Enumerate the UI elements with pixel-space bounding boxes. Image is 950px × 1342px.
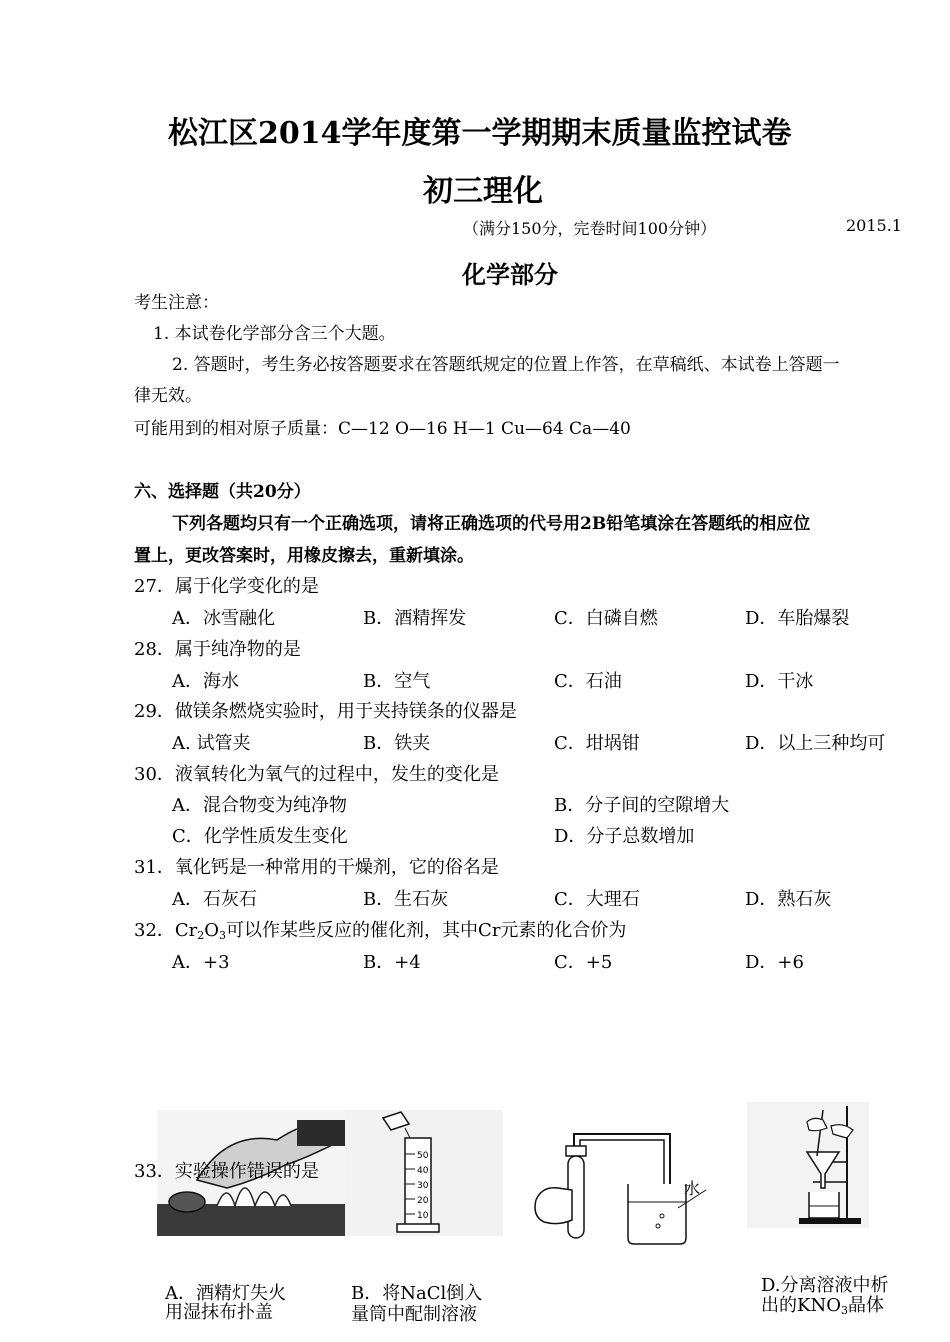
option-b: B．+4 bbox=[363, 952, 421, 973]
section-title: 化学部分 bbox=[462, 260, 558, 289]
option-d: D．+6 bbox=[745, 952, 804, 973]
caption-b-line2: 量筒中配制溶液 bbox=[351, 1304, 477, 1325]
question-stem: 30．液氧转化为氧气的过程中，发生的变化是 bbox=[134, 764, 499, 785]
cylinder-tick-label: 40 bbox=[417, 1166, 429, 1176]
figure-c-airtightness-check bbox=[528, 1128, 718, 1246]
question-stem: 31．氧化钙是一种常用的干燥剂，它的俗名是 bbox=[134, 857, 499, 878]
question-stem: 32．$Cr_2O_3$可以作某些反应的催化剂，其中Cr元素的化合价为 bbox=[134, 920, 627, 942]
option-c: C．白磷自燃 bbox=[554, 608, 658, 629]
question-stem: 29．做镁条燃烧实验时，用于夹持镁条的仪器是 bbox=[134, 701, 517, 722]
page-subtitle: 初三理化 bbox=[423, 174, 543, 209]
option-c: C．大理石 bbox=[554, 889, 640, 910]
option-d: D．熟石灰 bbox=[745, 889, 832, 910]
exam-date: 2015.1 bbox=[846, 216, 902, 235]
option-a: A．冰雪融化 bbox=[172, 608, 275, 629]
caption-a-line2: 用湿抹布扑盖 bbox=[165, 1302, 273, 1323]
figure-b-graduated-cylinder bbox=[345, 1110, 503, 1236]
exam-info: （满分150分，完卷时间100分钟） bbox=[463, 219, 717, 238]
notice-item-2-line1: 2. 答题时，考生务必按答题要求在答题纸规定的位置上作答，在草稿纸、本试卷上答题一 bbox=[172, 355, 840, 375]
notice-item-1: 1. 本试卷化学部分含三个大题。 bbox=[153, 324, 396, 344]
option-c: C．石油 bbox=[554, 671, 622, 692]
option-d: D．以上三种均可 bbox=[745, 733, 886, 754]
option-c: C．化学性质发生变化 bbox=[172, 826, 348, 847]
caption-d-line1: D.分离溶液中析 bbox=[761, 1275, 889, 1296]
question-stem: 27．属于化学变化的是 bbox=[134, 576, 319, 597]
option-b: B．生石灰 bbox=[363, 889, 449, 910]
option-d: D．车胎爆裂 bbox=[745, 608, 850, 629]
water-label: 水 bbox=[684, 1179, 701, 1198]
option-b: B．分子间的空隙增大 bbox=[554, 795, 730, 816]
question-stem: 28．属于纯净物的是 bbox=[134, 639, 301, 660]
cylinder-tick-label: 50 bbox=[417, 1151, 429, 1161]
option-a: A．石灰石 bbox=[172, 889, 257, 910]
notice-item-2-line2: 律无效。 bbox=[134, 386, 202, 406]
cylinder-tick-label: 20 bbox=[417, 1196, 429, 1206]
caption-b-line1: B．将NaCl倒入 bbox=[351, 1283, 483, 1304]
option-b: B．铁夹 bbox=[363, 733, 431, 754]
option-b: B．空气 bbox=[363, 671, 431, 692]
caption-a-line1: A．酒精灯失火 bbox=[165, 1283, 286, 1304]
option-d: D．分子总数增加 bbox=[554, 826, 695, 847]
question-stem: 33．实验操作错误的是 bbox=[134, 1161, 319, 1182]
option-c: C．坩埚钳 bbox=[554, 733, 640, 754]
page-title: 松江区2014学年度第一学期期末质量监控试卷 bbox=[168, 116, 792, 151]
figure-d-filtration bbox=[747, 1102, 869, 1228]
option-a: A．海水 bbox=[172, 671, 239, 692]
part6-heading: 六、选择题（共20分） bbox=[134, 482, 311, 502]
option-d: D．干冰 bbox=[745, 671, 814, 692]
option-a: A．+3 bbox=[172, 952, 230, 973]
part6-instruction-line2: 置上，更改答案时，用橡皮擦去，重新填涂。 bbox=[134, 546, 474, 566]
notice-heading: 考生注意： bbox=[134, 293, 219, 313]
option-b: B．酒精挥发 bbox=[363, 608, 467, 629]
atomic-mass-line: 可能用到的相对原子质量：C—12 O—16 H—1 Cu—64 Ca—40 bbox=[134, 419, 631, 439]
cylinder-tick-label: 30 bbox=[417, 1181, 429, 1191]
caption-d-line2: 出的$KNO_3$晶体 bbox=[761, 1295, 884, 1317]
part6-instruction-line1: 下列各题均只有一个正确选项，请将正确选项的代号用2B铅笔填涂在答题纸的相应位 bbox=[172, 514, 811, 534]
cylinder-tick-label: 10 bbox=[417, 1211, 429, 1221]
option-c: C．+5 bbox=[554, 952, 613, 973]
option-a: A. 试管夹 bbox=[172, 733, 251, 754]
option-a: A．混合物变为纯净物 bbox=[172, 795, 347, 816]
